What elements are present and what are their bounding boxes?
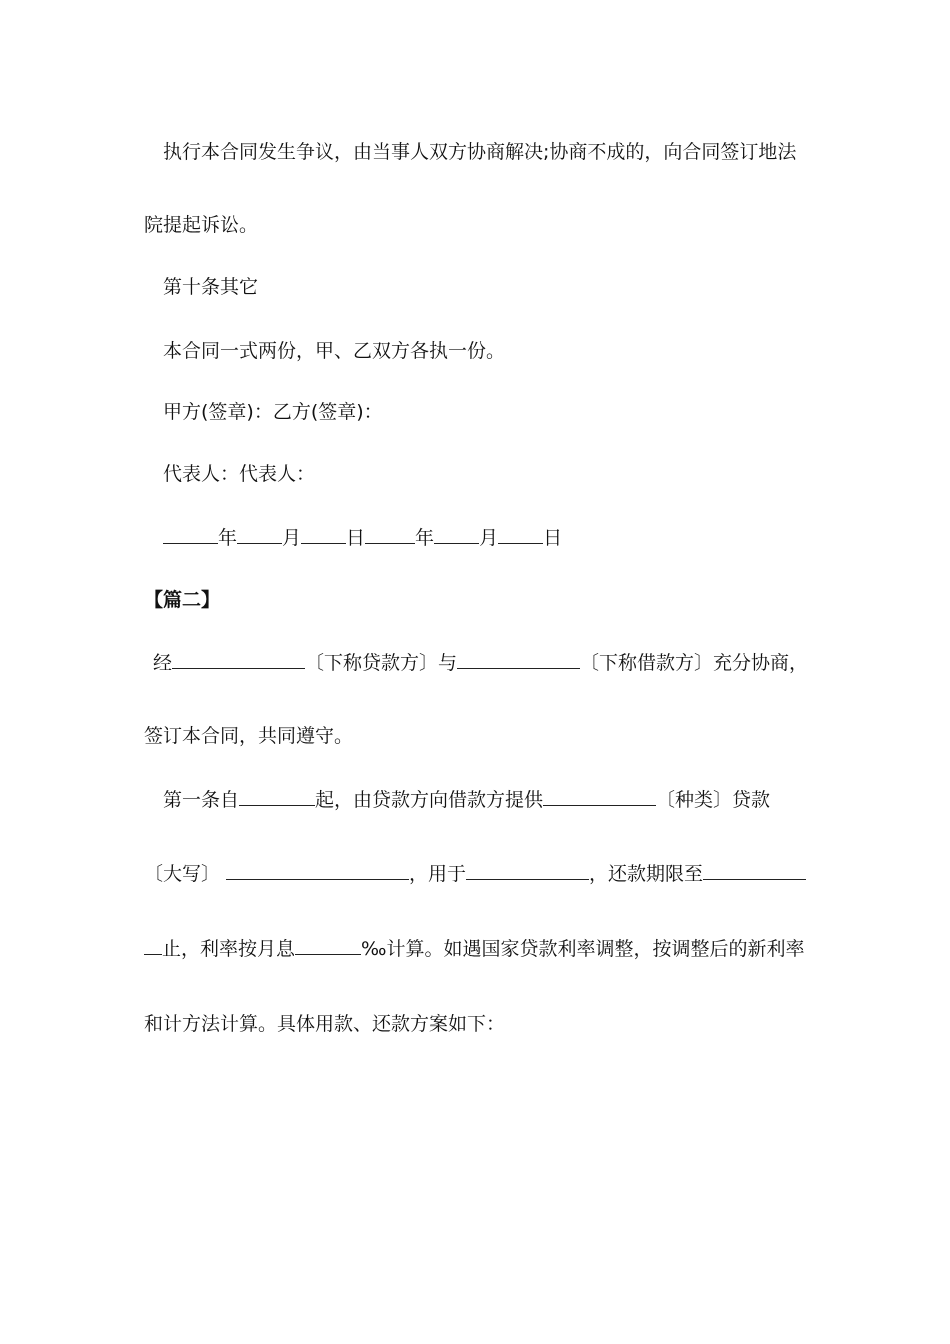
blank-field: [301, 525, 346, 544]
article-ten-heading: 第十条其它: [163, 276, 259, 298]
paragraph-dispute-cont: 院提起诉讼。: [144, 214, 259, 236]
paragraph-dispute: 执行本合同发生争议，由当事人双方协商解决;协商不成的，向合同签订地法: [163, 141, 797, 163]
blank-field: [239, 787, 315, 806]
text-segment: ‰计算。如遇国家贷款利率调整，按调整后的新利率: [361, 938, 805, 960]
text-segment: 经: [153, 652, 173, 674]
date-month-label: 月: [479, 527, 499, 549]
text-segment: 止，利率按月息: [162, 938, 296, 960]
blank-field: [226, 861, 409, 880]
blank-field: [457, 650, 580, 669]
blank-field: [466, 861, 589, 880]
text-segment: 〔大写〕: [144, 863, 221, 885]
article-one-amount: [144, 861, 806, 886]
representative-line: 代表人：代表人：: [163, 463, 316, 485]
blank-field: [172, 650, 305, 669]
paragraph-copies: 本合同一式两份，甲、乙双方各执一份。: [163, 340, 506, 362]
text-segment: 〔下称贷款方〕与: [305, 652, 458, 674]
date-year-label: 年: [218, 527, 238, 549]
date-year-label: 年: [415, 527, 435, 549]
date-month-label: 月: [282, 527, 302, 549]
date-day-label: 日: [346, 527, 366, 549]
date-line: [163, 525, 562, 550]
blank-field: [543, 787, 656, 806]
article-one-rate: [144, 936, 805, 961]
text-segment: 第一条自: [163, 789, 240, 811]
article-one: [163, 787, 770, 812]
blank-field: [144, 936, 162, 955]
blank-field: [237, 525, 282, 544]
text-segment: 〔种类〕贷款: [656, 789, 771, 811]
text-segment: 起，由贷款方向借款方提供: [315, 789, 544, 811]
text-segment: ，还款期限至: [589, 863, 704, 885]
section-heading: 【篇二】: [144, 589, 221, 611]
signature-line: 甲方(签章)：乙方(签章)：: [163, 401, 383, 423]
article-one-method: 和计方法计算。具体用款、还款方案如下：: [144, 1013, 506, 1035]
text-segment: 〔下称借款方〕充分协商，: [580, 652, 809, 674]
paragraph-parties: [153, 650, 808, 675]
text-segment: ，用于: [409, 863, 467, 885]
blank-field: [365, 525, 415, 544]
blank-field: [163, 525, 218, 544]
blank-field: [703, 861, 806, 880]
blank-field: [498, 525, 543, 544]
blank-field: [434, 525, 479, 544]
paragraph-parties-cont: 签订本合同，共同遵守。: [144, 725, 354, 747]
date-day-label: 日: [543, 527, 563, 549]
blank-field: [295, 936, 361, 955]
